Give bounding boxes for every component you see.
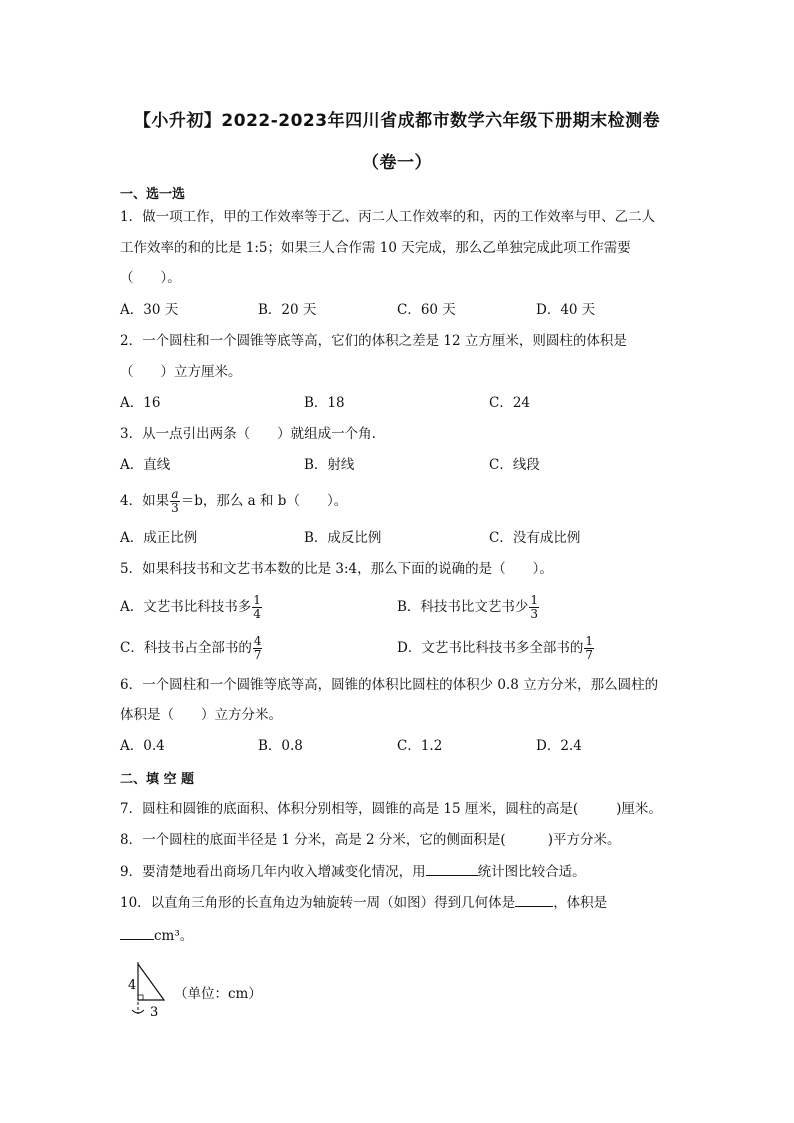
fraction-numerator: a <box>171 487 179 501</box>
option-a-fraction <box>252 594 262 621</box>
option-b-fraction <box>529 594 539 621</box>
fraction-denominator: 7 <box>585 648 593 662</box>
question-10-line-2 <box>120 925 193 946</box>
right-triangle-shape <box>138 964 164 1000</box>
question-5-option-d <box>397 635 595 662</box>
question-9-line-1 <box>120 861 586 882</box>
question-5-option-b <box>397 594 540 621</box>
section-heading-fill-blank: 二、填 空 题 <box>120 772 195 787</box>
option-d-text: D．文艺书比科技书多全部书的 <box>397 640 584 656</box>
figure-unit-label: （单位：cm） <box>174 986 262 1002</box>
option-c-fraction <box>253 635 263 662</box>
question-2-option-c: C．24 <box>489 395 531 411</box>
question-9-text-b: 统计图比较合适。 <box>477 864 586 880</box>
question-6-line-1: 6．一个圆柱和一个圆锥等底等高，圆锥的体积比圆柱的体积少 0.8 立方分米，那么圆柱的 <box>120 677 659 693</box>
fraction-denominator: 4 <box>253 607 261 621</box>
question-4-option-b: B．成反比例 <box>304 530 382 546</box>
question-4-suffix: ＝b，那么 a 和 b（ ）。 <box>180 493 348 509</box>
question-2-line-2: （ ）立方厘米。 <box>120 364 242 380</box>
fraction-numerator: 4 <box>253 634 262 648</box>
question-4-fraction <box>170 488 180 515</box>
question-3-option-b: B．射线 <box>304 457 355 473</box>
question-10-answer-blank-2 <box>120 925 154 940</box>
question-9-answer-blank <box>426 861 478 876</box>
right-angle-mark <box>138 995 143 1000</box>
question-6-option-c: C．1.2 <box>397 738 443 754</box>
fraction-numerator: 1 <box>530 593 539 607</box>
base-label: 3 <box>150 1005 159 1020</box>
question-7-line-1 <box>120 799 662 819</box>
question-2-option-a: A．16 <box>120 395 161 411</box>
question-1-line-3: （ ）。 <box>120 270 181 286</box>
fraction-numerator: 1 <box>585 634 593 648</box>
question-1-line-1: 1．做一项工作，甲的工作效率等于乙、丙二人工作效率的和，丙的工作效率与甲、乙二人 <box>120 209 656 225</box>
question-10-line-1 <box>120 892 607 913</box>
question-2-option-b: B．18 <box>304 395 345 411</box>
question-9-text-a: 9．要清楚地看出商场几年内收入增减变化情况，用 <box>120 864 426 880</box>
exam-subtitle: （卷一） <box>362 153 432 173</box>
question-3-option-a: A．直线 <box>120 457 171 473</box>
option-c-text: C．科技书占全部书的 <box>120 640 252 656</box>
question-6-line-2: 体积是（ ）立方分米。 <box>120 707 282 723</box>
question-10-text-a: 10．以直角三角形的长直角边为轴旋转一周（如图）得到几何体是 <box>120 895 516 911</box>
question-8-text-b: )平方分米。 <box>547 832 621 848</box>
question-10-text-c: cm³。 <box>154 928 194 944</box>
question-1-option-a: A．30 天 <box>120 302 179 318</box>
question-7-text-b: )厘米。 <box>616 801 662 817</box>
question-4-prefix: 4．如果 <box>120 493 170 509</box>
fraction-denominator: 7 <box>253 648 262 662</box>
question-1-line-2: 工作效率的和的比是 1:5；如果三人合作需 10 天完成，那么乙单独完成此项工作需要 <box>120 240 631 256</box>
question-10-answer-blank-1 <box>515 892 553 907</box>
question-7-text-a: 7．圆柱和圆锥的底面积、体积分别相等，圆锥的高是 15 厘米，圆柱的高是( <box>120 801 579 817</box>
exam-title: 【小升初】2022-2023年四川省成都市数学六年级下册期末检测卷 <box>133 111 661 131</box>
question-6-option-a: A．0.4 <box>120 738 165 754</box>
height-label: 4 <box>128 978 137 993</box>
question-6-option-b: B．0.8 <box>258 738 303 754</box>
question-1-option-d: D．40 天 <box>536 302 596 318</box>
option-d-fraction <box>584 635 594 662</box>
rotation-arrow-icon <box>132 1010 144 1013</box>
question-4-option-a: A．成正比例 <box>120 530 198 546</box>
question-4-option-c: C．没有成比例 <box>489 530 581 546</box>
right-triangle-figure <box>122 962 174 1022</box>
question-8-line-1 <box>120 830 620 850</box>
question-1-option-b: B．20 天 <box>258 302 317 318</box>
question-3-option-c: C．线段 <box>489 457 540 473</box>
question-5-option-c <box>120 635 263 662</box>
question-5-option-a <box>120 594 263 621</box>
question-10-text-b: ，体积是 <box>553 895 608 911</box>
fraction-denominator: 3 <box>530 607 539 621</box>
fraction-denominator: 3 <box>171 501 179 515</box>
question-4-line-1 <box>120 488 347 515</box>
question-5-line-1: 5．如果科技书和文艺书本数的比是 3:4，那么下面的说确的是（ ）。 <box>120 561 553 577</box>
fraction-numerator: 1 <box>253 593 261 607</box>
question-6-option-d: D．2.4 <box>536 738 582 754</box>
option-a-text: A．文艺书比科技书多 <box>120 599 252 615</box>
question-3-line-1: 3．从一点引出两条（ ）就组成一个角. <box>120 426 376 442</box>
section-heading-choice: 一、选一选 <box>120 187 186 202</box>
question-1-option-c: C．60 天 <box>397 302 456 318</box>
question-8-text-a: 8．一个圆柱的底面半径是 1 分米，高是 2 分米，它的侧面积是( <box>120 832 506 848</box>
question-2-line-1: 2．一个圆柱和一个圆锥等底等高，它们的体积之差是 12 立方厘米，则圆柱的体积是 <box>120 333 627 349</box>
option-b-text: B．科技书比文艺书少 <box>397 599 529 615</box>
